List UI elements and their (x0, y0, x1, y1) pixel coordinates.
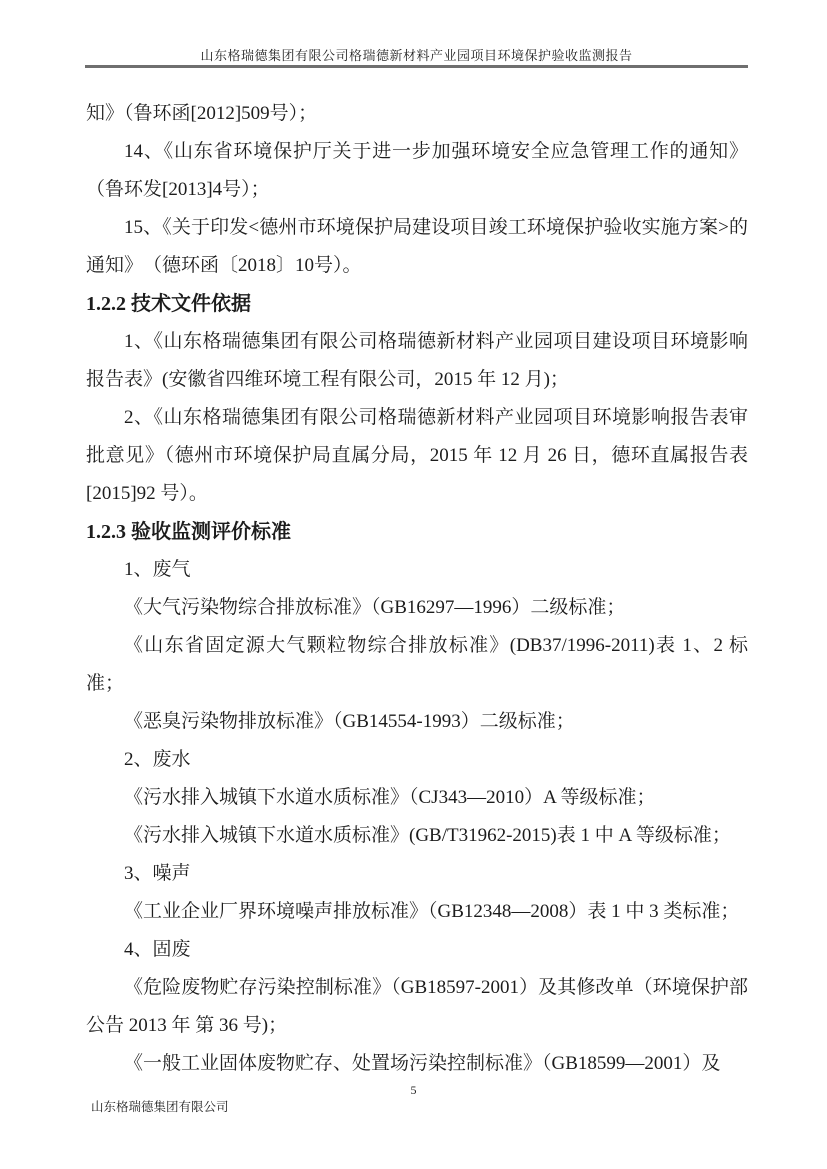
section-heading-1-2-2: 1.2.2 技术文件依据 (86, 293, 251, 315)
paragraph-standard-db37: 《山东省固定源大气颗粒物综合排放标准》(DB37/1996-2011)表 1、2 标准； (86, 635, 748, 694)
paragraph-standard-gb18599: 《一般工业固体废物贮存、处置场污染控制标准》（GB18599—2001）及 (124, 1053, 721, 1074)
page-number: 5 (410, 1083, 417, 1097)
page-header (85, 0, 748, 66)
paragraph-item-14: 14、《山东省环境保护厅关于进一步加强环境安全应急管理工作的通知》（鲁环发[2013]4号）； (86, 141, 748, 200)
header-title: 山东格瑞德集团有限公司格瑞德新材料产业园项目环境保护验收监测报告 (200, 48, 633, 63)
paragraph-standard-gb18597: 《危险废物贮存污染控制标准》（GB18597-2001）及其修改单（环境保护部公告 2013 年 第 36 号)； (86, 977, 748, 1036)
paragraph-standard-cj343: 《污水排入城镇下水道水质标准》（CJ343—2010）A 等级标准； (124, 787, 656, 808)
footer-company-name: 山东格瑞德集团有限公司 (91, 1100, 229, 1114)
paragraph-tech-doc-2: 2、《山东格瑞德集团有限公司格瑞德新材料产业园项目环境影响报告表审批意见》（德州市环境保护局直属分局，2015 年 12 月 26 日，德环直属报告表[2015]92 号）。 (86, 407, 748, 504)
paragraph-tech-doc-1: 1、《山东格瑞德集团有限公司格瑞德新材料产业园项目建设项目环境影响报告表》(安徽省四维环境工程有限公司，2015 年 12 月)； (86, 331, 748, 390)
paragraph-waste-water-label: 2、废水 (124, 749, 191, 770)
paragraph-continuation: 知》（鲁环函[2012]509号）； (86, 103, 318, 124)
section-heading-1-2-3: 1.2.3 验收监测评价标准 (86, 521, 291, 543)
paragraph-standard-gb16297: 《大气污染物综合排放标准》（GB16297—1996）二级标准； (124, 597, 626, 618)
paragraph-solid-waste-label: 4、固废 (124, 939, 191, 960)
paragraph-waste-gas-label: 1、废气 (124, 559, 191, 580)
paragraph-standard-gbt31962: 《污水排入城镇下水道水质标准》(GB/T31962-2015)表 1 中 A 等级标准； (124, 825, 731, 846)
paragraph-standard-gb12348: 《工业企业厂界环境噪声排放标准》（GB12348—2008）表 1 中 3 类标准； (124, 901, 740, 922)
paragraph-item-15: 15、《关于印发<德州市环境保护局建设项目竣工环境保护验收实施方案>的通知》 （德环函〔2018〕10号）。 (86, 217, 748, 276)
header-rule (85, 65, 748, 68)
paragraph-standard-gb14554: 《恶臭污染物排放标准》（GB14554-1993）二级标准； (124, 711, 575, 732)
document-body (86, 95, 748, 1083)
paragraph-noise-label: 3、噪声 (124, 863, 191, 884)
